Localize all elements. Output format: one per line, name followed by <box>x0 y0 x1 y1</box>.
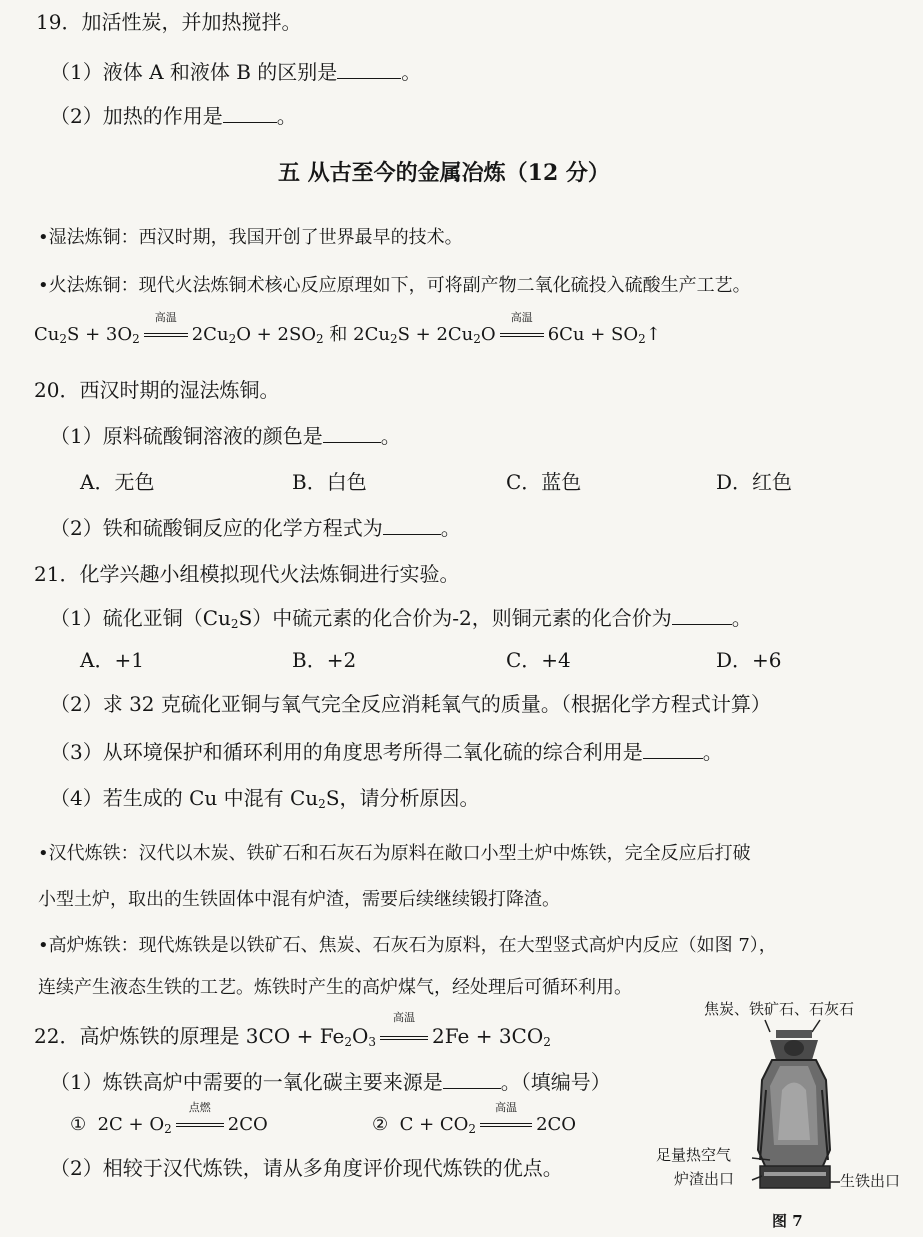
q22-title-mid: O <box>351 1024 369 1048</box>
q19-part1-text: （1）液体 A 和液体 B 的区别是 <box>50 60 338 84</box>
eq2-condition-text: 高温 <box>510 311 533 324</box>
eq2-rhs-arrow: ↑ <box>645 324 661 345</box>
q21-part4-text-a: （4）若生成的 Cu 中混有 Cu <box>50 786 319 810</box>
figure-air-label: 足量热空气 <box>656 1146 732 1164</box>
figure-feed-arrow-right <box>812 1020 820 1032</box>
q22-part2: （2）相较于汉代炼铁，请从多角度评价现代炼铁的优点。 <box>50 1156 563 1180</box>
eq2-rhs-sub: 2 <box>638 332 646 346</box>
figure-furnace-charge <box>778 1083 810 1141</box>
eq1-rhs1b: O + 2SO <box>236 324 317 345</box>
q20-option-b[interactable]: B．白色 <box>292 470 367 494</box>
q22-reaction-1-lhs: 2C + O <box>97 1114 165 1135</box>
q19-title: 19．加活性炭，并加热搅拌。 <box>36 10 302 34</box>
q21-option-a[interactable]: A．+1 <box>80 648 144 672</box>
figure-caption: 图 7 <box>772 1212 803 1230</box>
q20-part2-text: （2）铁和硫酸铜反应的化学方程式为 <box>50 516 383 540</box>
eq2-lhs-b: S + 2Cu <box>397 324 474 345</box>
eq1-rhs1b-sub: 2 <box>316 332 324 346</box>
q20-option-c[interactable]: C．蓝色 <box>506 470 582 494</box>
q20-part2-end: 。 <box>440 516 461 540</box>
q20-part1-text: （1）原料硫酸铜溶液的颜色是 <box>50 424 323 448</box>
q22-reaction-1-sub: 2 <box>164 1122 172 1136</box>
q19-part1-end: 。 <box>401 60 422 84</box>
intro-blast-iron-line1: •高炉炼铁：现代炼铁是以铁矿石、焦炭、石灰石为原料，在大型竖式高炉内反应（如图 7）， <box>38 935 777 956</box>
eq2-lhs: 2Cu <box>353 324 390 345</box>
eq1-rhs1-sub: 2 <box>228 332 237 346</box>
q21-part3-text: （3）从环境保护和循环利用的角度思考所得二氧化硫的综合利用是 <box>50 740 643 764</box>
q22-condition-text: 高温 <box>393 1011 416 1024</box>
q22-title-sub1: 2 <box>344 1035 352 1049</box>
eq1-lhs1-sub: 2 <box>59 332 68 346</box>
figure-feed-arrow-left <box>765 1020 770 1032</box>
figure-slag-layer <box>764 1172 826 1176</box>
q21-part3-end: 。 <box>702 740 723 764</box>
q21-part1-end: 。 <box>731 606 752 630</box>
intro-han-iron-line1: •汉代炼铁：汉代以木炭、铁矿石和石灰石为原料在敞口小型土炉中炼铁，完全反应后打破 <box>38 843 751 864</box>
q20-part1-end: 。 <box>380 424 401 448</box>
q22-reaction-2-rhs: 2CO <box>536 1114 577 1135</box>
q22-title-rhs: 2Fe + 3CO <box>432 1024 544 1048</box>
q22-part1-end: 。（填编号） <box>500 1070 611 1094</box>
q21-title: 21．化学兴趣小组模拟现代火法炼铜进行实验。 <box>34 562 460 586</box>
figure-hopper-top <box>776 1030 812 1038</box>
eq2-rhs: 6Cu + SO <box>547 324 639 345</box>
q22-reaction-2-lhs: C + CO <box>399 1114 469 1135</box>
intro-han-iron-line2: 小型土炉，取出的生铁固体中混有炉渣，需要后续继续锻打降渣。 <box>38 889 560 910</box>
eq2-lhs-sub: 2 <box>389 332 398 346</box>
intro-wet-copper: •湿法炼铜：西汉时期，我国开创了世界最早的技术。 <box>38 227 463 248</box>
q22-reaction-2-number: ② <box>372 1114 389 1135</box>
q21-part2: （2）求 32 克硫化亚铜与氧气完全反应消耗氧气的质量。（根据化学方程式计算） <box>50 692 771 716</box>
q22-title-text: 22．高炉炼铁的原理是 3CO + Fe <box>34 1024 345 1048</box>
q22-title-sub2: 3 <box>368 1035 377 1049</box>
figure-slag-label: 炉渣出口 <box>674 1170 735 1188</box>
figure-iron-label: 生铁出口 <box>840 1172 901 1190</box>
eq1-rhs1: 2Cu <box>191 324 229 345</box>
q19-part2-text: （2）加热的作用是 <box>50 104 223 128</box>
q22-reaction-2-condition-text: 高温 <box>495 1101 518 1114</box>
q21-option-c[interactable]: C．+4 <box>506 648 571 672</box>
figure-hearth <box>760 1166 830 1188</box>
intro-fire-copper: •火法炼铜：现代火法炼铜术核心反应原理如下，可将副产物二氧化硫投入硫酸生产工艺。 <box>38 275 751 296</box>
q21-part4-sub: 2 <box>318 797 326 811</box>
figure-bell <box>784 1040 804 1056</box>
q21-part4-text-b: S，请分析原因。 <box>325 786 480 810</box>
eq1-lhs1b-sub: 2 <box>132 332 140 346</box>
q21-part1-text-b: S）中硫元素的化合价为-2，则铜元素的化合价为 <box>238 606 672 630</box>
eq2-lhs-c: O <box>480 324 496 345</box>
q20-option-d[interactable]: D．红色 <box>716 470 793 494</box>
eq1-condition-text: 高温 <box>154 311 177 324</box>
eq1-lhs1: Cu <box>34 324 60 345</box>
q21-part1-sub: 2 <box>230 617 239 631</box>
eq2-lhs-b-sub: 2 <box>473 332 481 346</box>
q22-reaction-1-condition-text: 点燃 <box>188 1101 211 1114</box>
q22-part1-text: （1）炼铁高炉中需要的一氧化碳主要来源是 <box>50 1070 443 1094</box>
figure-top-label: 焦炭、铁矿石、石灰石 <box>704 1000 855 1018</box>
q21-option-d[interactable]: D．+6 <box>716 648 782 672</box>
q20-option-a[interactable]: A．无色 <box>80 470 155 494</box>
q20-title: 20．西汉时期的湿法炼铜。 <box>34 378 280 402</box>
q22-title-rhs-sub: 2 <box>543 1035 551 1049</box>
q22-reaction-1-rhs: 2CO <box>227 1114 268 1135</box>
q22-reaction-2-sub: 2 <box>468 1122 477 1136</box>
intro-blast-iron-line2: 连续产生液态生铁的工艺。炼铁时产生的高炉煤气，经处理后可循环利用。 <box>38 977 632 998</box>
q22-reaction-1-number: ① <box>70 1114 87 1135</box>
q21-option-b[interactable]: B．+2 <box>292 648 357 672</box>
q21-part1-text-a: （1）硫化亚铜（Cu <box>50 606 231 630</box>
section-title: 五 从古至今的金属冶炼（12 分） <box>278 160 610 186</box>
q19-part2-end: 。 <box>276 104 297 128</box>
eq1-lhs1b: S + 3O <box>67 324 133 345</box>
eq1-join: 和 <box>323 324 354 345</box>
